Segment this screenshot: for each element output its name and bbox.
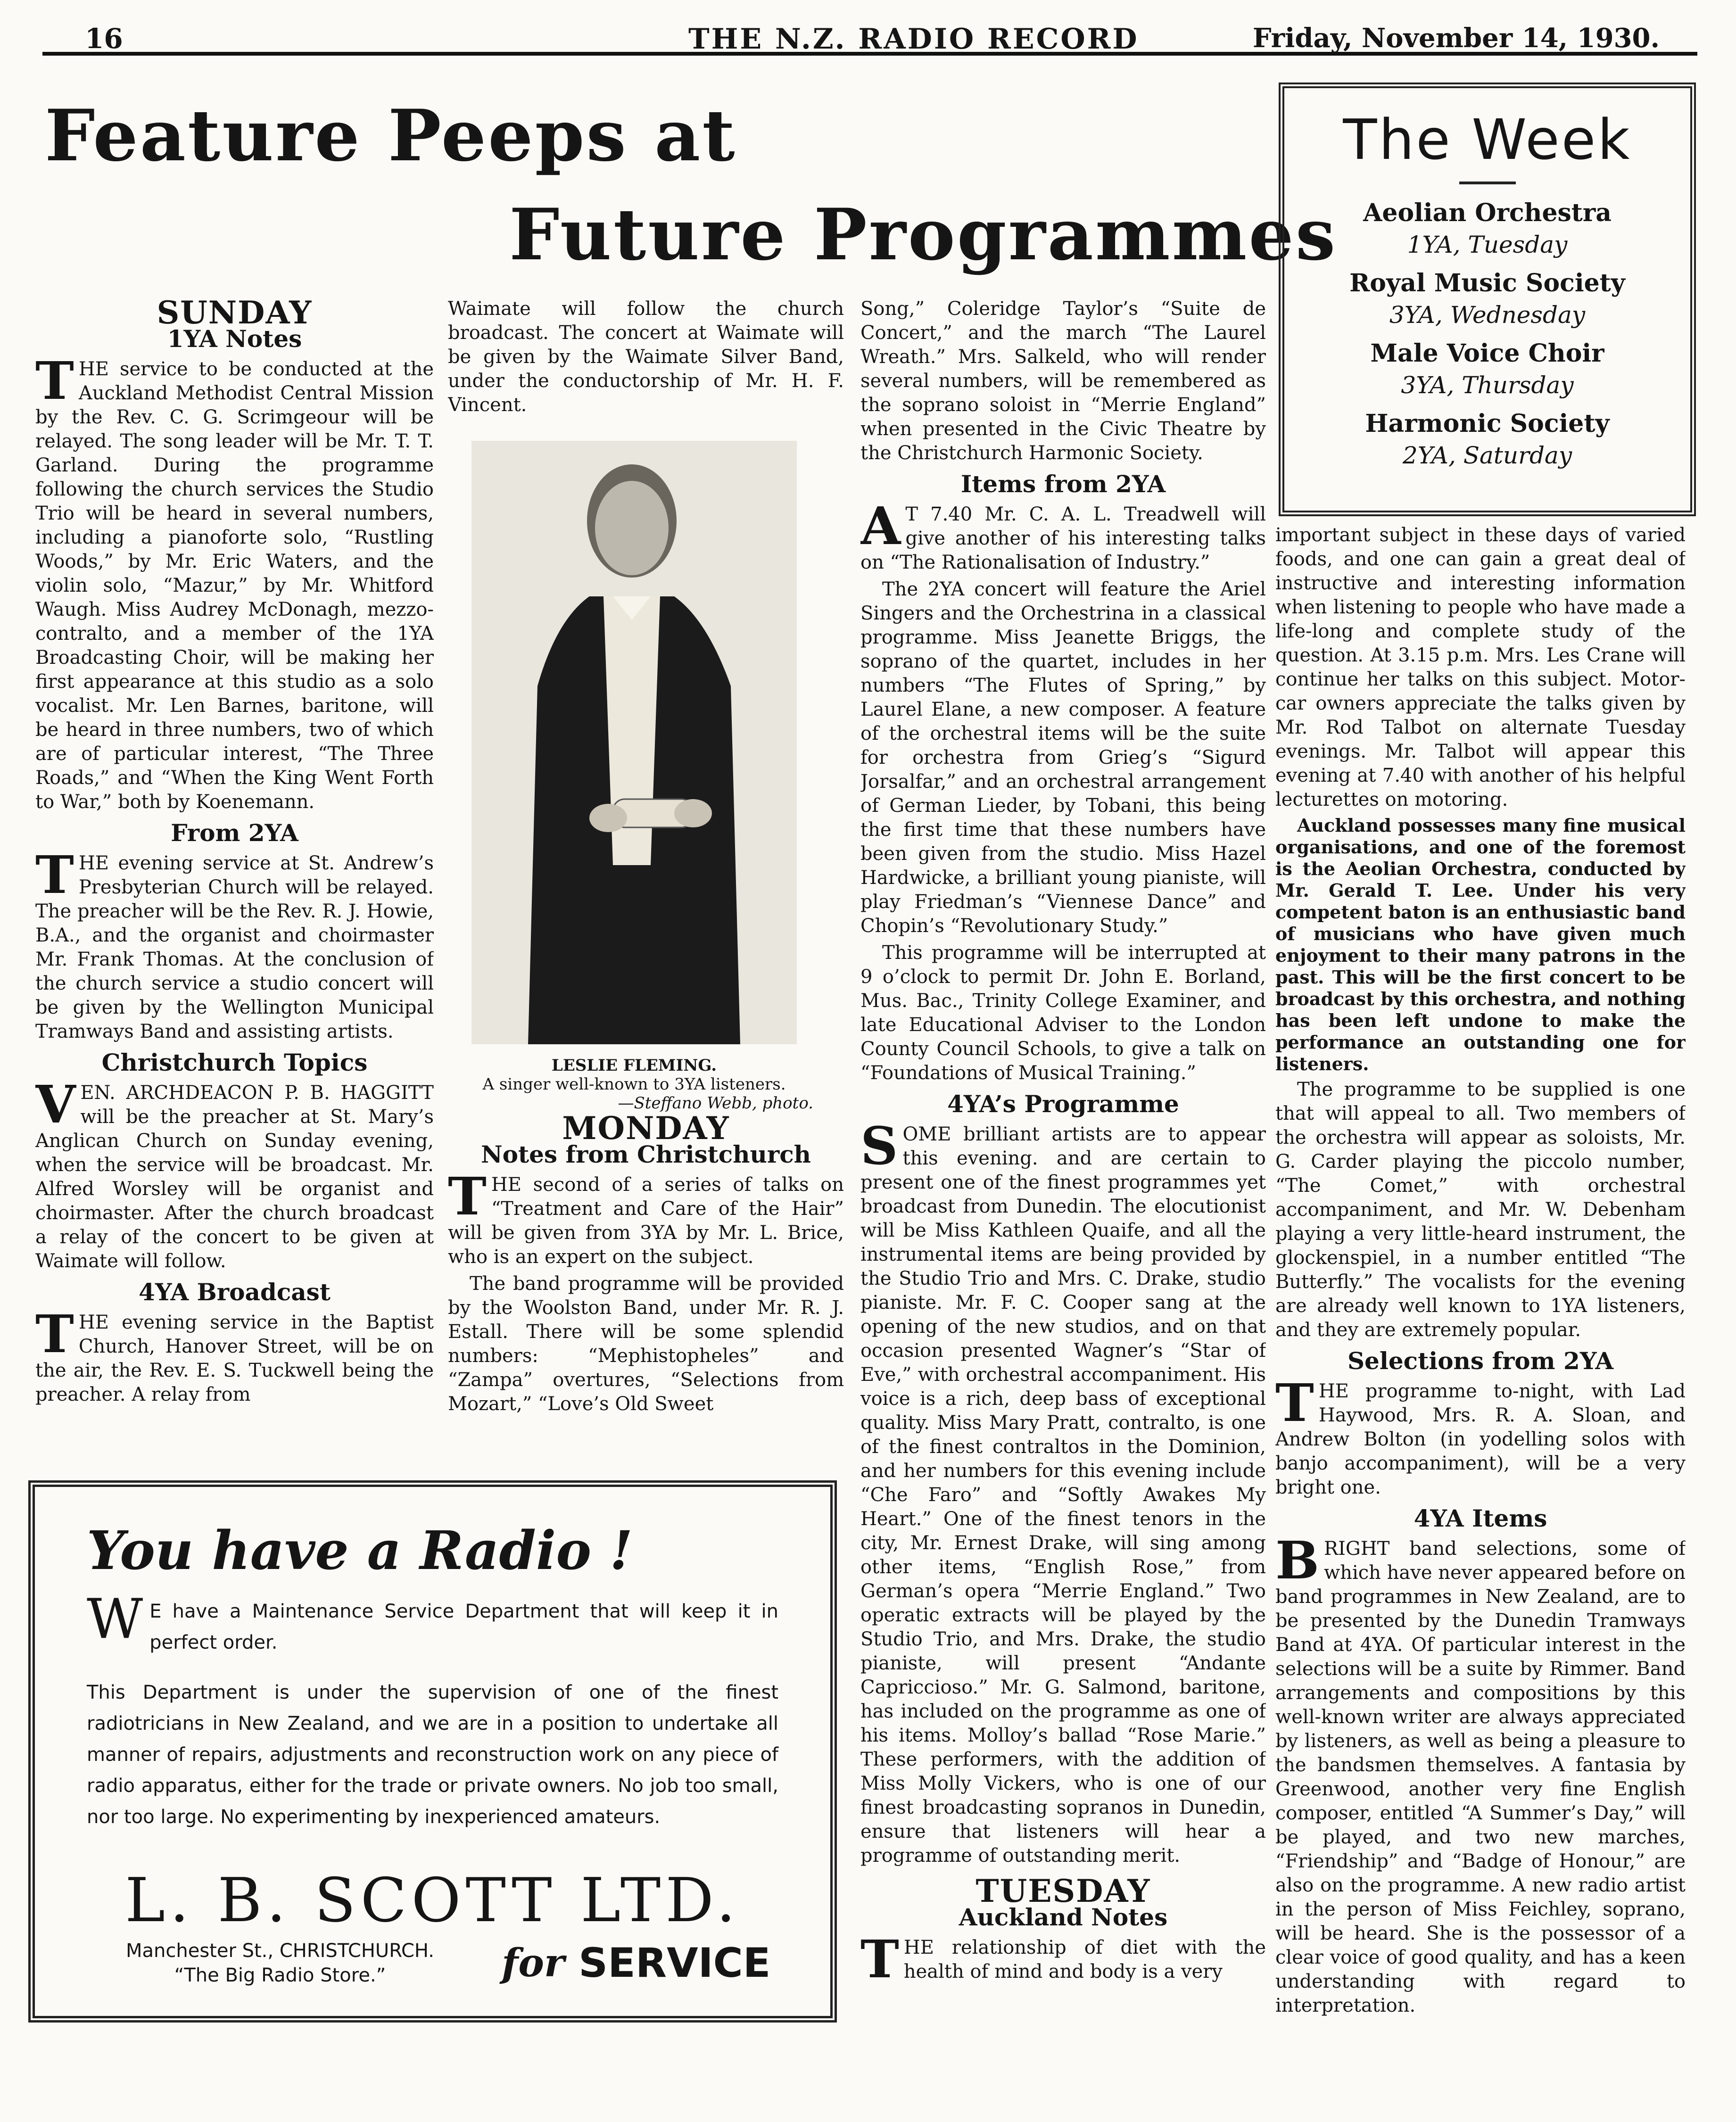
article-paragraph: The 2YA concert will feature the Ariel Singers and the Orchestrina in a classical programme. Miss Jeanette Briggs, the soprano of the quartet, includes in her numbers “The Flutes of Spring,” by Laurel Elane, a new composer. A feature of the orchestral items will be the suite for orchestra from Grieg’s “Sigurd Jorsalfar,” and an orchestral arrangement of German Lieder, by Tobani, this being the first time that these numbers have been given from the studio. Miss Hazel Hardwicke, a brilliant young pianiste, will play Friedman’s “Viennese Dance” and Chopin’s “Revolutionary Study.”	[860, 578, 1266, 937]
subheading-notes-christchurch: Notes from Christchurch	[480, 1140, 811, 1168]
paragraph-text: OME brilliant artists are to appear this evening. and are certain to present one of the finest programmes yet broadcast from Dunedin. The elocutionist will be Miss Kathleen Quaife, and all the instrumental items are being provided by the Studio Trio and Mrs. C. Drake, studio pianiste. Mr. F. C. Cooper sang at the opening of the new studios, and on that occasion presented Wagner’s “Star of Eve,” with orchestral accompaniment. His voice is a rich, deep bass of exceptional quality. Miss Mary Pratt, contralto, is one of the finest contraltos in the Dominion, and her numbers for this evening include “Che Faro” and “Softly Awakes My Heart.” One of the finest tenors in the city, Mr. Ernest Drake, will sing among other items, “English Rose,” from German’s opera “Merrie England.” Two operatic extracts will be played by the Studio Trio, and Mrs. Drake, the studio pianiste, will present “Andante Capriccioso.” Mr. G. Salmond, baritone, has included on the programme as one of his items. Molloy’s ballad “Rose Marie.” These performers, with the addition of Miss Molly Vickers, who is one of our finest broadcasting sopranos in Dunedin, ensure that listeners will hear a programme of outstanding merit.	[860, 1123, 1266, 1866]
ad-title: You have a Radio !	[87, 1520, 633, 1582]
ad-slogan: “The Big Radio Store.”	[174, 1965, 386, 1986]
drop-cap: V	[35, 1074, 76, 1135]
article-paragraph	[35, 844, 434, 1044]
ad-brand: L. B. SCOTT LTD.	[125, 1866, 740, 1936]
ad-address-line: Manchester St., CHRISTCHURCH.	[125, 1940, 435, 1962]
divider	[1459, 182, 1516, 184]
subheading-items-from-2ya: Items from 2YA	[960, 470, 1166, 498]
article-paragraph: Waimate will follow the church broadcast. The concert at Waimate will be given by the Waimate Silver Band, under the conductorship of Mr. H. F. Vincent.	[448, 298, 844, 416]
column-monday	[448, 1113, 844, 1471]
ad-lead-text: E have a Maintenance Service Department that will keep it in perfect order.	[149, 1601, 778, 1653]
article-paragraph	[448, 1166, 844, 1269]
section-day-monday: MONDAY	[562, 1113, 730, 1147]
headline-line1: Feature Peeps at	[45, 94, 737, 177]
portrait-photo	[471, 441, 797, 1044]
week-item-name: Royal Music Society	[1349, 269, 1625, 297]
drop-cap: T	[35, 1304, 74, 1364]
week-item-name: Male Voice Choir	[1370, 339, 1604, 368]
week-item	[1298, 269, 1676, 329]
paragraph-text: EN. ARCHDEACON P. B. HAGGITT will be the preacher at St. Mary’s Anglican Church on Sunday evening, when the service will be broadcast. Mr. Alfred Worsley will be organist and choirmaster. After the church broadcast a relay of the concert to be given at Waimate will follow.	[35, 1082, 434, 1272]
article-paragraph: The band programme will be provided by the Woolston Band, under Mr. R. J. Estall. There will be some splendid numbers: “Mephistopheles” and “Zampa” overtures, “Selections from Mozart,” “Love’s Old Sweet	[448, 1273, 844, 1415]
paragraph-text: HE service to be conducted at the Auckland Methodist Central Mission by the Rev. C. G. Scrimgeour will be relayed. The song leader will be Mr. T. T. Garland. During the programme following the church services the Studio Trio will be heard in several numbers, including a pianoforte solo, “Rustling Woods,” by Mr. Eric Waters, and the violin solo, “Mazur,” by Mr. Whitford Waugh. Miss Audrey McDonagh, mezzo-contralto, and a member of the 1YA Broadcasting Choir, will be making her first appearance at this studio as a solo vocalist. Mr. Len Barnes, baritone, will be heard in three numbers, two of which are of particular interest, “The Three Roads,” and “When the King Went Forth to War,” both by Koenemann.	[35, 358, 434, 813]
paragraph-text: T 7.40 Mr. C. A. L. Treadwell will give another of his interesting talks on “The Rationalisation of Industry.”	[860, 504, 1266, 573]
subheading-from-2ya: From 2YA	[171, 819, 298, 847]
ad-address	[87, 1939, 473, 1988]
subheading-christchurch-topics: Christchurch Topics	[101, 1049, 368, 1076]
paragraph-text: HE programme to-night, with Lad Haywood, Mrs. R. A. Sloan, and Andrew Bolton (in yodelling solos with banjo accompaniment), will be a very bright one.	[1275, 1380, 1686, 1498]
article-paragraph: The programme to be supplied is one that will appeal to all. Two members of the orchestra will appear as soloists, Mr. G. Carder playing the piccolo number, “The Comet,” with orchestral accompaniment, and Mr. W. Debenham playing a very little-heard instrument, the glockenspiel, in a number entitled “The Butterfly.” The vocalists for the evening are already well known to 1YA listeners, and they are extremely popular.	[1275, 1079, 1686, 1341]
week-item-time: 3YA, Wednesday	[1389, 301, 1586, 329]
article-paragraph	[35, 1074, 434, 1273]
page-number: 16	[85, 23, 123, 55]
drop-cap: W	[87, 1587, 143, 1651]
paper-title: THE N.Z. RADIO RECORD	[688, 23, 1139, 56]
article-paragraph	[1275, 1530, 1686, 2018]
section-day-sunday: SUNDAY	[157, 297, 313, 331]
week-item-time: 2YA, Saturday	[1402, 442, 1572, 469]
week-item-time: 1YA, Tuesday	[1407, 231, 1568, 258]
week-item-name: Harmonic Society	[1365, 409, 1610, 438]
article-paragraph: important subject in these days of varied foods, and one can gain a great deal of instructive and interesting information when listening to people who have made a life-long and complete study of the question. At 3.15 p.m. Mrs. Les Crane will continue her talks on this subject. Motor-car owners appreciate the talks given by Mr. Rod Talbot on alternate Tuesday evenings. Mr. Talbot will appear this evening at 7.40 with another of his helpful lecturettes on motoring.	[1275, 524, 1686, 810]
the-week-box	[1279, 83, 1696, 516]
issue-date: Friday, November 14, 1930.	[1252, 23, 1660, 54]
paragraph-text: HE evening service at St. Andrew’s Presbyterian Church will be relayed. The preacher will be the Rev. R. J. Howie, B.A., and the organist and choirmaster Mr. Frank Thomas. At the conclusion of the church service a studio concert will be given by the Wellington Municipal Tramways Band and assisting artists.	[35, 852, 434, 1042]
article-paragraph	[35, 1304, 434, 1407]
drop-cap: T	[35, 350, 74, 411]
column-sunday	[35, 297, 434, 1471]
photo-credit: —Steffano Webb, photo.	[618, 1094, 813, 1113]
paragraph-text: HE relationship of diet with the health of mind and body is a very	[903, 1937, 1266, 1982]
article-paragraph: This programme will be interrupted at 9 o’clock to permit Dr. John E. Borland, Mus. Bac., Trinity College Examiner, and late Educational Adviser to the London County Council Schools, to give a talk on “Foundations of Musical Training.”	[860, 942, 1266, 1084]
article-paragraph	[860, 1929, 1266, 1990]
drop-cap: B	[1275, 1530, 1319, 1591]
week-item	[1298, 409, 1676, 469]
ad-service-word: SERVICE	[579, 1940, 771, 1987]
ad-body: This Department is under the supervision of one of the finest radiotricians in New Zealand, and we are in a position to undertake all manner of repairs, adjustments and reconstruction work on any piece of radio apparatus, either for the trade or private owners. No job too small, nor too large. No experimenting by inexperienced amateurs.	[87, 1682, 778, 1828]
caption-name: LESLIE FLEMING.	[551, 1056, 717, 1075]
article-paragraph	[860, 1115, 1266, 1868]
week-item-time: 3YA, Thursday	[1401, 372, 1574, 399]
paragraph-text: HE second of a series of talks on “Treatment and Care of the Hair” will be given from 3YA by Mr. L. Brice, who is an expert on the subject.	[448, 1174, 844, 1268]
drop-cap: T	[1275, 1372, 1314, 1433]
article-paragraph	[860, 495, 1266, 575]
drop-cap: S	[860, 1115, 898, 1176]
caption-description: A singer well-known to 3YA listeners.	[482, 1075, 786, 1094]
subheading-1ya-notes: 1YA Notes	[167, 325, 302, 353]
column-4	[1275, 523, 1686, 2051]
paragraph-text: HE evening service in the Baptist Church, Hanover Street, will be on the air, the Rev. E. S. Tuckwell being the preacher. A relay from	[35, 1312, 434, 1405]
drop-cap: T	[35, 844, 74, 905]
article-paragraph	[35, 350, 434, 814]
section-day-tuesday: TUESDAY	[975, 1873, 1151, 1909]
the-week-title: The Week	[1343, 107, 1632, 172]
ad-footer	[87, 1939, 778, 1988]
subheading-selections-2ya: Selections from 2YA	[1347, 1347, 1614, 1375]
week-item-name: Aeolian Orchestra	[1363, 198, 1612, 227]
article-paragraph-bold: Auckland possesses many fine musical organisations, and one of the foremost is the Aeolian Orchestra, conducted by Mr. Gerald T. Lee. Under his very competent baton is an enthusiastic band of musicians who have given much enjoyment to their many patrons in the past. This will be the first concert to be broadcast by this orchestra, and nothing has been left undone to make the performance an outstanding one for listeners.	[1275, 815, 1686, 1074]
subheading-4ya-items: 4YA Items	[1414, 1504, 1547, 1532]
paragraph-text: RIGHT band selections, some of which have never appeared before on band programmes in New Zealand, are to be presented by the Dunedin Tramways Band at 4YA. Of particular interest in the selections will be a suite by Rimmer. Band arrangements and compositions by this well-known writer are always appreciated by listeners, as well as being a pleasure to the bandsmen themselves. A fantasia by Greenwood, another very fine English composer, entitled “A Summer’s Day,” will be played, and two new marches, “Friendship” and “Badge of Honour,” are also on the programme. A new radio artist in the person of Miss Feichley, soprano, will be heard. She is the possessor of a clear voice of good quality, and has a keen understanding with regard to interpretation.	[1275, 1538, 1686, 2016]
week-item	[1298, 198, 1676, 258]
subheading-4ya-broadcast: 4YA Broadcast	[139, 1278, 331, 1306]
drop-cap: T	[860, 1929, 899, 1990]
ad-for-word: for	[502, 1940, 565, 1986]
masthead	[42, 13, 1697, 56]
drop-cap: T	[448, 1166, 487, 1227]
week-item	[1298, 339, 1676, 399]
column-3	[860, 297, 1266, 2051]
advertisement	[28, 1480, 837, 2023]
photo-caption	[455, 1056, 813, 1113]
drop-cap: A	[860, 495, 901, 556]
ad-lead	[87, 1587, 778, 1658]
headline-line2: Future Programmes	[509, 193, 1338, 276]
column-2-top	[448, 297, 844, 438]
article-paragraph: Song,” Coleridge Taylor’s “Suite de Concert,” and the march “The Laurel Wreath.” Mrs. Salkeld, who will render several numbers, will be remembered as the soprano soloist in “Merrie England” when presented in the Civic Theatre by the Christchurch Harmonic Society.	[860, 298, 1266, 464]
subheading-auckland-notes: Auckland Notes	[959, 1903, 1168, 1931]
article-paragraph	[1275, 1372, 1686, 1500]
subheading-4ya-programme: 4YA’s Programme	[947, 1090, 1179, 1118]
